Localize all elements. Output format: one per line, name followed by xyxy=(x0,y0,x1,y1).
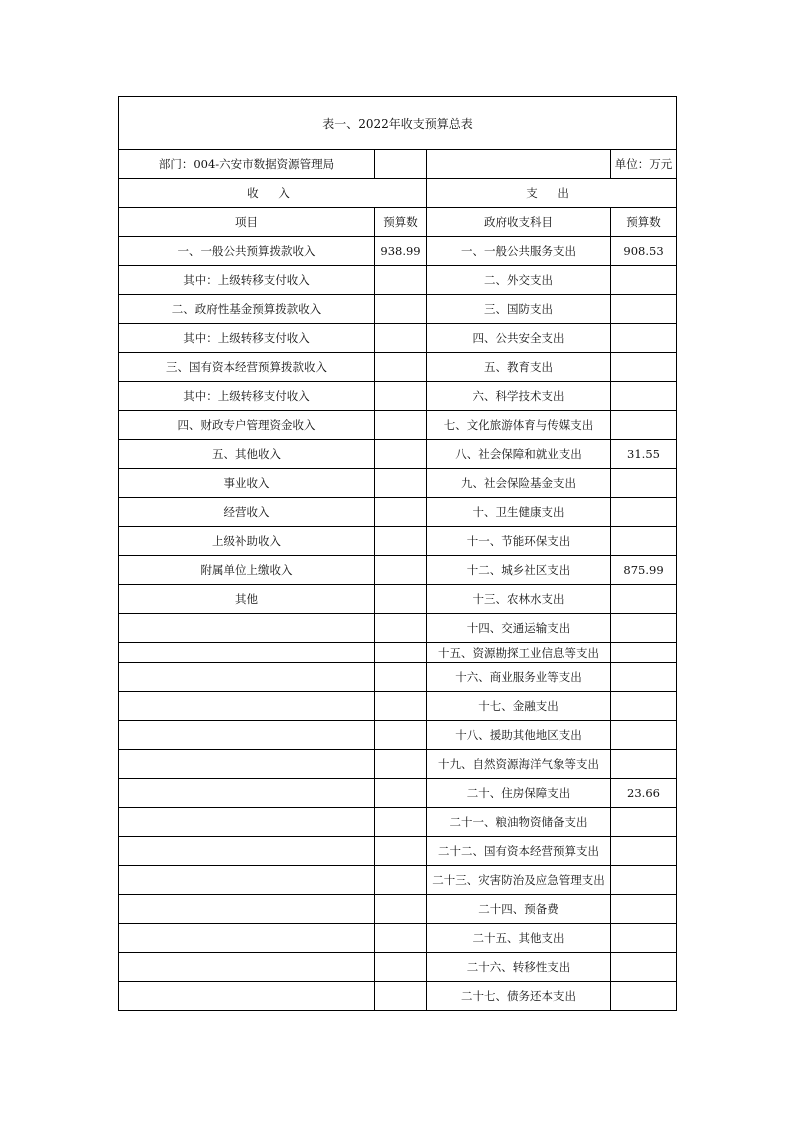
income-item-cell xyxy=(119,924,375,953)
income-amount-cell xyxy=(375,382,427,411)
expense-item-cell: 八、社会保障和就业支出 xyxy=(427,440,611,469)
expense-item-cell: 十六、商业服务业等支出 xyxy=(427,663,611,692)
expense-item-cell: 十一、节能环保支出 xyxy=(427,527,611,556)
expense-amount-cell xyxy=(611,614,677,643)
expense-item-cell: 十三、农林水支出 xyxy=(427,585,611,614)
income-item-cell: 其他 xyxy=(119,585,375,614)
income-item-cell: 上级补助收入 xyxy=(119,527,375,556)
expense-item-cell: 四、公共安全支出 xyxy=(427,324,611,353)
expense-item-cell: 十四、交通运输支出 xyxy=(427,614,611,643)
income-item-cell xyxy=(119,837,375,866)
expense-amount-cell xyxy=(611,527,677,556)
income-item-cell xyxy=(119,692,375,721)
table-row xyxy=(119,692,677,721)
table-row xyxy=(119,440,677,469)
income-amount-cell xyxy=(375,295,427,324)
income-item-header: 项目 xyxy=(119,208,375,237)
expense-item-cell: 二、外交支出 xyxy=(427,266,611,295)
income-amount-cell xyxy=(375,837,427,866)
income-item-cell: 附属单位上缴收入 xyxy=(119,556,375,585)
table-row xyxy=(119,643,677,663)
income-amount-cell xyxy=(375,895,427,924)
income-item-cell: 三、国有资本经营预算拨款收入 xyxy=(119,353,375,382)
income-item-cell: 五、其他收入 xyxy=(119,440,375,469)
table-row xyxy=(119,750,677,779)
table-row xyxy=(119,866,677,895)
department-label: 部门：004-六安市数据资源管理局 xyxy=(119,150,375,179)
section-header-row xyxy=(119,179,677,208)
expense-item-cell: 二十、住房保障支出 xyxy=(427,779,611,808)
expense-amount-cell xyxy=(611,750,677,779)
income-amount-cell xyxy=(375,663,427,692)
table-row xyxy=(119,895,677,924)
income-amount-cell xyxy=(375,924,427,953)
expense-amount-cell xyxy=(611,837,677,866)
expense-item-cell: 二十五、其他支出 xyxy=(427,924,611,953)
expense-item-cell: 十八、援助其他地区支出 xyxy=(427,721,611,750)
table-row xyxy=(119,924,677,953)
income-item-cell xyxy=(119,808,375,837)
income-item-cell xyxy=(119,982,375,1011)
income-amount-cell xyxy=(375,614,427,643)
expense-item-cell: 三、国防支出 xyxy=(427,295,611,324)
info-blank-cell xyxy=(427,150,611,179)
table-row xyxy=(119,353,677,382)
table-row xyxy=(119,266,677,295)
income-item-cell: 经营收入 xyxy=(119,498,375,527)
income-item-cell xyxy=(119,750,375,779)
budget-summary-table xyxy=(118,96,677,1011)
income-item-cell: 其中：上级转移支付收入 xyxy=(119,266,375,295)
income-item-cell: 四、财政专户管理资金收入 xyxy=(119,411,375,440)
expense-item-cell: 七、文化旅游体育与传媒支出 xyxy=(427,411,611,440)
expense-amount-cell xyxy=(611,324,677,353)
table-row xyxy=(119,808,677,837)
income-item-cell: 其中：上级转移支付收入 xyxy=(119,324,375,353)
income-amount-cell xyxy=(375,808,427,837)
expense-item-cell: 十九、自然资源海洋气象等支出 xyxy=(427,750,611,779)
info-row xyxy=(119,150,677,179)
income-amount-cell xyxy=(375,324,427,353)
expense-item-cell: 九、社会保险基金支出 xyxy=(427,469,611,498)
income-item-cell: 一、一般公共预算拨款收入 xyxy=(119,237,375,266)
income-amount-cell xyxy=(375,750,427,779)
income-item-cell: 二、政府性基金预算拨款收入 xyxy=(119,295,375,324)
income-amount-cell xyxy=(375,411,427,440)
table-row xyxy=(119,663,677,692)
expense-amount-cell xyxy=(611,866,677,895)
table-row xyxy=(119,295,677,324)
table-row xyxy=(119,982,677,1011)
income-budget-header: 预算数 xyxy=(375,208,427,237)
table-row xyxy=(119,779,677,808)
expense-amount-cell xyxy=(611,585,677,614)
table-row xyxy=(119,237,677,266)
expense-budget-header: 预算数 xyxy=(611,208,677,237)
income-item-cell xyxy=(119,614,375,643)
expense-amount-cell xyxy=(611,295,677,324)
expense-amount-cell xyxy=(611,411,677,440)
income-amount-cell xyxy=(375,953,427,982)
expense-amount-cell: 908.53 xyxy=(611,237,677,266)
unit-label: 单位：万元 xyxy=(611,150,677,179)
table-row xyxy=(119,585,677,614)
income-item-cell xyxy=(119,866,375,895)
expense-amount-cell xyxy=(611,498,677,527)
expense-amount-cell xyxy=(611,353,677,382)
expense-item-header: 政府收支科目 xyxy=(427,208,611,237)
expense-amount-cell: 31.55 xyxy=(611,440,677,469)
income-amount-cell xyxy=(375,692,427,721)
income-amount-cell xyxy=(375,982,427,1011)
income-amount-cell xyxy=(375,556,427,585)
info-blank-cell xyxy=(375,150,427,179)
expense-amount-cell xyxy=(611,663,677,692)
expense-amount-cell xyxy=(611,469,677,498)
expense-amount-cell: 875.99 xyxy=(611,556,677,585)
expense-item-cell: 十五、资源勘探工业信息等支出 xyxy=(427,643,611,663)
income-amount-cell xyxy=(375,440,427,469)
table-row xyxy=(119,527,677,556)
table-row xyxy=(119,614,677,643)
expense-amount-cell xyxy=(611,643,677,663)
income-amount-cell: 938.99 xyxy=(375,237,427,266)
expense-amount-cell xyxy=(611,266,677,295)
income-item-cell: 事业收入 xyxy=(119,469,375,498)
expense-amount-cell xyxy=(611,382,677,411)
expense-item-cell: 二十六、转移性支出 xyxy=(427,953,611,982)
income-amount-cell xyxy=(375,353,427,382)
expense-amount-cell xyxy=(611,808,677,837)
expense-amount-cell: 23.66 xyxy=(611,779,677,808)
expense-item-cell: 十七、金融支出 xyxy=(427,692,611,721)
expense-amount-cell xyxy=(611,895,677,924)
expense-item-cell: 二十七、债务还本支出 xyxy=(427,982,611,1011)
income-amount-cell xyxy=(375,721,427,750)
income-section-header: 收 入 xyxy=(119,179,427,208)
table-row xyxy=(119,498,677,527)
expense-amount-cell xyxy=(611,924,677,953)
income-item-cell xyxy=(119,643,375,663)
table-row xyxy=(119,837,677,866)
expense-item-cell: 十、卫生健康支出 xyxy=(427,498,611,527)
column-header-row xyxy=(119,208,677,237)
table-row xyxy=(119,556,677,585)
expense-amount-cell xyxy=(611,953,677,982)
table-title: 表一、2022年收支预算总表 xyxy=(119,97,677,150)
expense-item-cell: 二十四、预备费 xyxy=(427,895,611,924)
expense-item-cell: 二十二、国有资本经营预算支出 xyxy=(427,837,611,866)
income-amount-cell xyxy=(375,527,427,556)
income-item-cell xyxy=(119,663,375,692)
table-row xyxy=(119,953,677,982)
expense-item-cell: 一、一般公共服务支出 xyxy=(427,237,611,266)
income-item-cell xyxy=(119,721,375,750)
expense-item-cell: 六、科学技术支出 xyxy=(427,382,611,411)
expense-section-header: 支 出 xyxy=(427,179,677,208)
table-row xyxy=(119,469,677,498)
table-title-row xyxy=(119,97,677,150)
income-amount-cell xyxy=(375,469,427,498)
expense-amount-cell xyxy=(611,982,677,1011)
income-item-cell xyxy=(119,895,375,924)
expense-amount-cell xyxy=(611,692,677,721)
income-item-cell: 其中：上级转移支付收入 xyxy=(119,382,375,411)
income-amount-cell xyxy=(375,585,427,614)
expense-item-cell: 二十三、灾害防治及应急管理支出 xyxy=(427,866,611,895)
table-row xyxy=(119,382,677,411)
table-row xyxy=(119,721,677,750)
income-amount-cell xyxy=(375,643,427,663)
table-row xyxy=(119,324,677,353)
table-row xyxy=(119,411,677,440)
income-amount-cell xyxy=(375,779,427,808)
expense-item-cell: 二十一、粮油物资储备支出 xyxy=(427,808,611,837)
expense-amount-cell xyxy=(611,721,677,750)
expense-item-cell: 十二、城乡社区支出 xyxy=(427,556,611,585)
income-amount-cell xyxy=(375,866,427,895)
income-amount-cell xyxy=(375,266,427,295)
income-amount-cell xyxy=(375,498,427,527)
income-item-cell xyxy=(119,953,375,982)
income-item-cell xyxy=(119,779,375,808)
expense-item-cell: 五、教育支出 xyxy=(427,353,611,382)
